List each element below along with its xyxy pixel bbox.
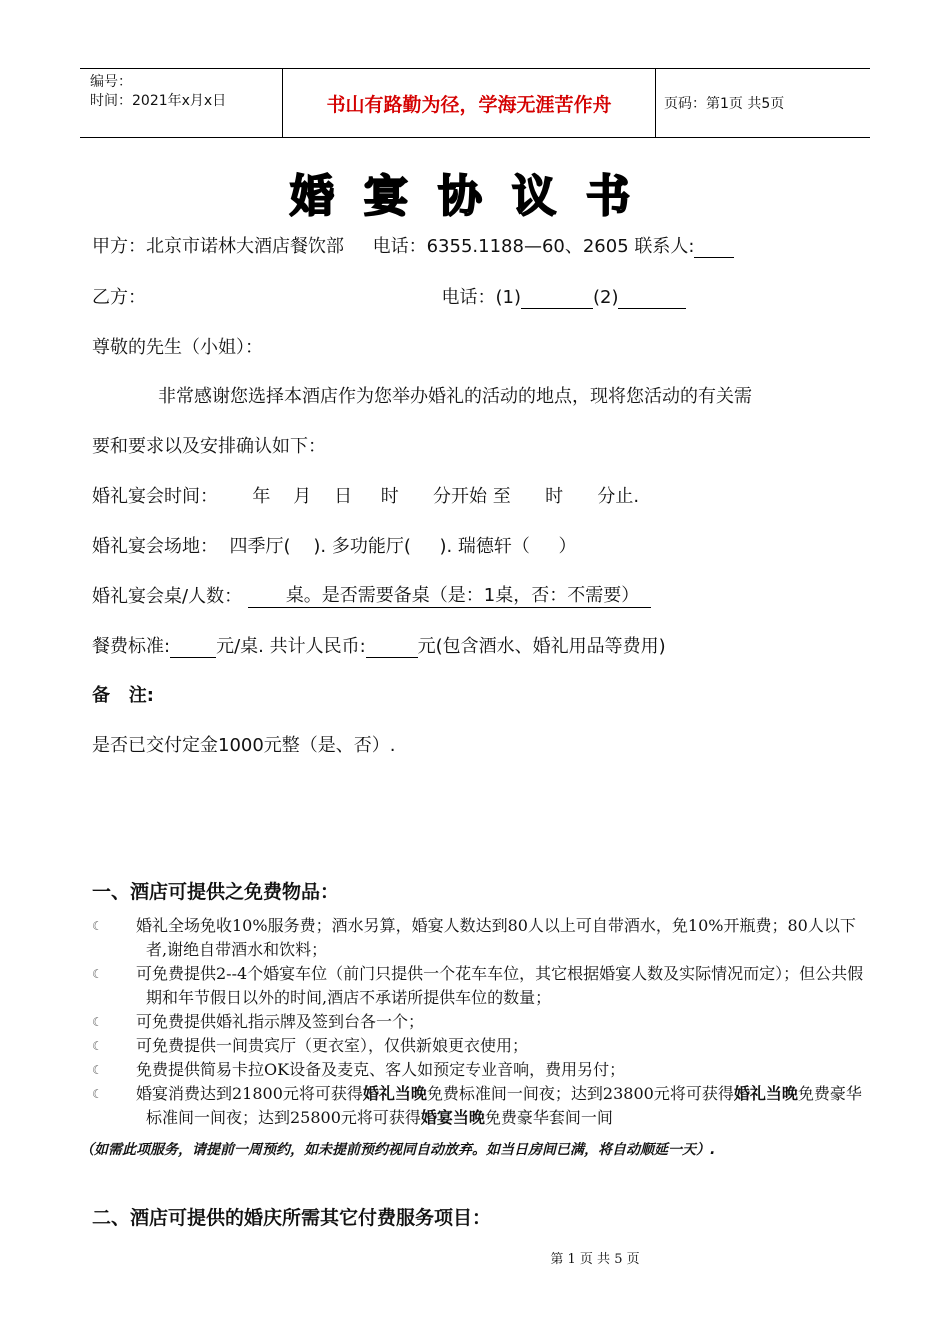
free-items-list — [92, 914, 872, 1130]
total-blank[interactable] — [366, 639, 418, 658]
party-a-phone: 电话：6355.1188—60、2605 — [372, 236, 629, 257]
number-label: 编号： — [90, 74, 132, 90]
moon-bullet-icon: ☾ — [92, 1039, 103, 1053]
phone1-blank[interactable] — [521, 290, 593, 309]
intro-line-2: 要和要求以及安排确认如下： — [92, 436, 326, 457]
list-item: ☾ 婚宴消费达到21800元将可获得婚礼当晚免费标准间一间夜；达到23800元将可获得婚礼当晚免费豪华标准间一间夜；达到25800元将可获得婚宴当晚免费豪华套间一间 — [92, 1084, 862, 1127]
remark-label: 备 注: — [92, 685, 154, 706]
section-2-heading: 二、酒店可提供的婚庆所需其它付费服务项目： — [92, 1207, 492, 1229]
list-item: ☾ 可免费提供一间贵宾厅（更衣室），仅供新娘更衣使用； — [92, 1034, 872, 1058]
list-item: ☾ 免费提供简易卡拉OK设备及麦克、客人如预定专业音响，费用另付； — [92, 1058, 872, 1082]
fee-row — [92, 632, 666, 658]
header-meta — [80, 69, 282, 137]
party-b-label: 乙方： — [92, 287, 146, 308]
fee-unit: 元/桌. 共计人民币: — [216, 636, 366, 657]
fee-label: 餐费标准: — [92, 636, 171, 657]
phone2-blank[interactable] — [618, 290, 686, 309]
party-a-row — [92, 232, 734, 258]
page-info: 页码：第1页 共5页 — [664, 96, 785, 112]
header-table — [80, 68, 870, 138]
moon-bullet-icon: ☾ — [92, 1015, 103, 1029]
party-b-phone2: (2) — [592, 287, 619, 308]
contact-blank[interactable] — [694, 239, 734, 258]
tables-label: 婚礼宴会桌/人数： — [92, 586, 243, 607]
page-footer: 第 1 页 共 5 页 — [550, 1252, 640, 1267]
fee-blank[interactable] — [170, 639, 216, 658]
motto: 书山有路勤为径，学海无涯苦作舟 — [282, 69, 656, 137]
party-a-label: 甲方：北京市诺林大酒店餐饮部 — [92, 236, 344, 257]
service-note: （如需此项服务，请提前一周预约，如未提前预约视同自动放弃。如当日房间已满，将自动顺延一天）. — [80, 1142, 716, 1158]
party-b-phone: 电话：(1) — [441, 287, 521, 308]
list-item: ☾ 可免费提供婚礼指示牌及签到台各一个； — [92, 1010, 872, 1034]
intro-line-1: 非常感谢您选择本酒店作为您举办婚礼的活动的地点，现将您活动的有关需 — [158, 386, 752, 407]
section-1-heading: 一、酒店可提供之免费物品： — [92, 881, 340, 903]
venue-row: 婚礼宴会场地： 四季厅( ). 多功能厅( ). 瑞德轩（ ） — [92, 536, 577, 557]
list-item: ☾ 婚礼全场免收10%服务费；酒水另算，婚宴人数达到80人以上可自带酒水，免10%开瓶费；80人以下者,谢绝自带酒水和饮料； — [92, 916, 856, 959]
moon-bullet-icon: ☾ — [92, 1087, 103, 1101]
list-item: ☾ 可免费提供2--4个婚宴车位（前门只提供一个花车车位，其它根据婚宴人数及实际情况而定）；但公共假期和年节假日以外的时间,酒店不承诺所提供车位的数量； — [92, 964, 864, 1007]
time-row: 婚礼宴会时间： 年 月 日 时 分开始 至 时 分止. — [92, 486, 640, 507]
greeting: 尊敬的先生（小姐）： — [92, 337, 263, 358]
party-b-row — [92, 283, 686, 309]
time-label: 时间：2021年x月x日 — [90, 93, 227, 109]
deposit-row: 是否已交付定金1000元整（是、否）. — [92, 735, 396, 756]
moon-bullet-icon: ☾ — [92, 1063, 103, 1077]
fee-tail: 元(包含酒水、婚礼用品等费用) — [417, 636, 666, 657]
moon-bullet-icon: ☾ — [92, 967, 103, 981]
document-title: 婚宴协议书 — [290, 171, 660, 222]
moon-bullet-icon: ☾ — [92, 919, 103, 933]
tables-row — [92, 581, 651, 608]
party-a-contact: 联系人: — [634, 236, 695, 257]
tables-value[interactable]: 桌。是否需要备桌（是：1桌，否：不需要） — [248, 581, 651, 608]
